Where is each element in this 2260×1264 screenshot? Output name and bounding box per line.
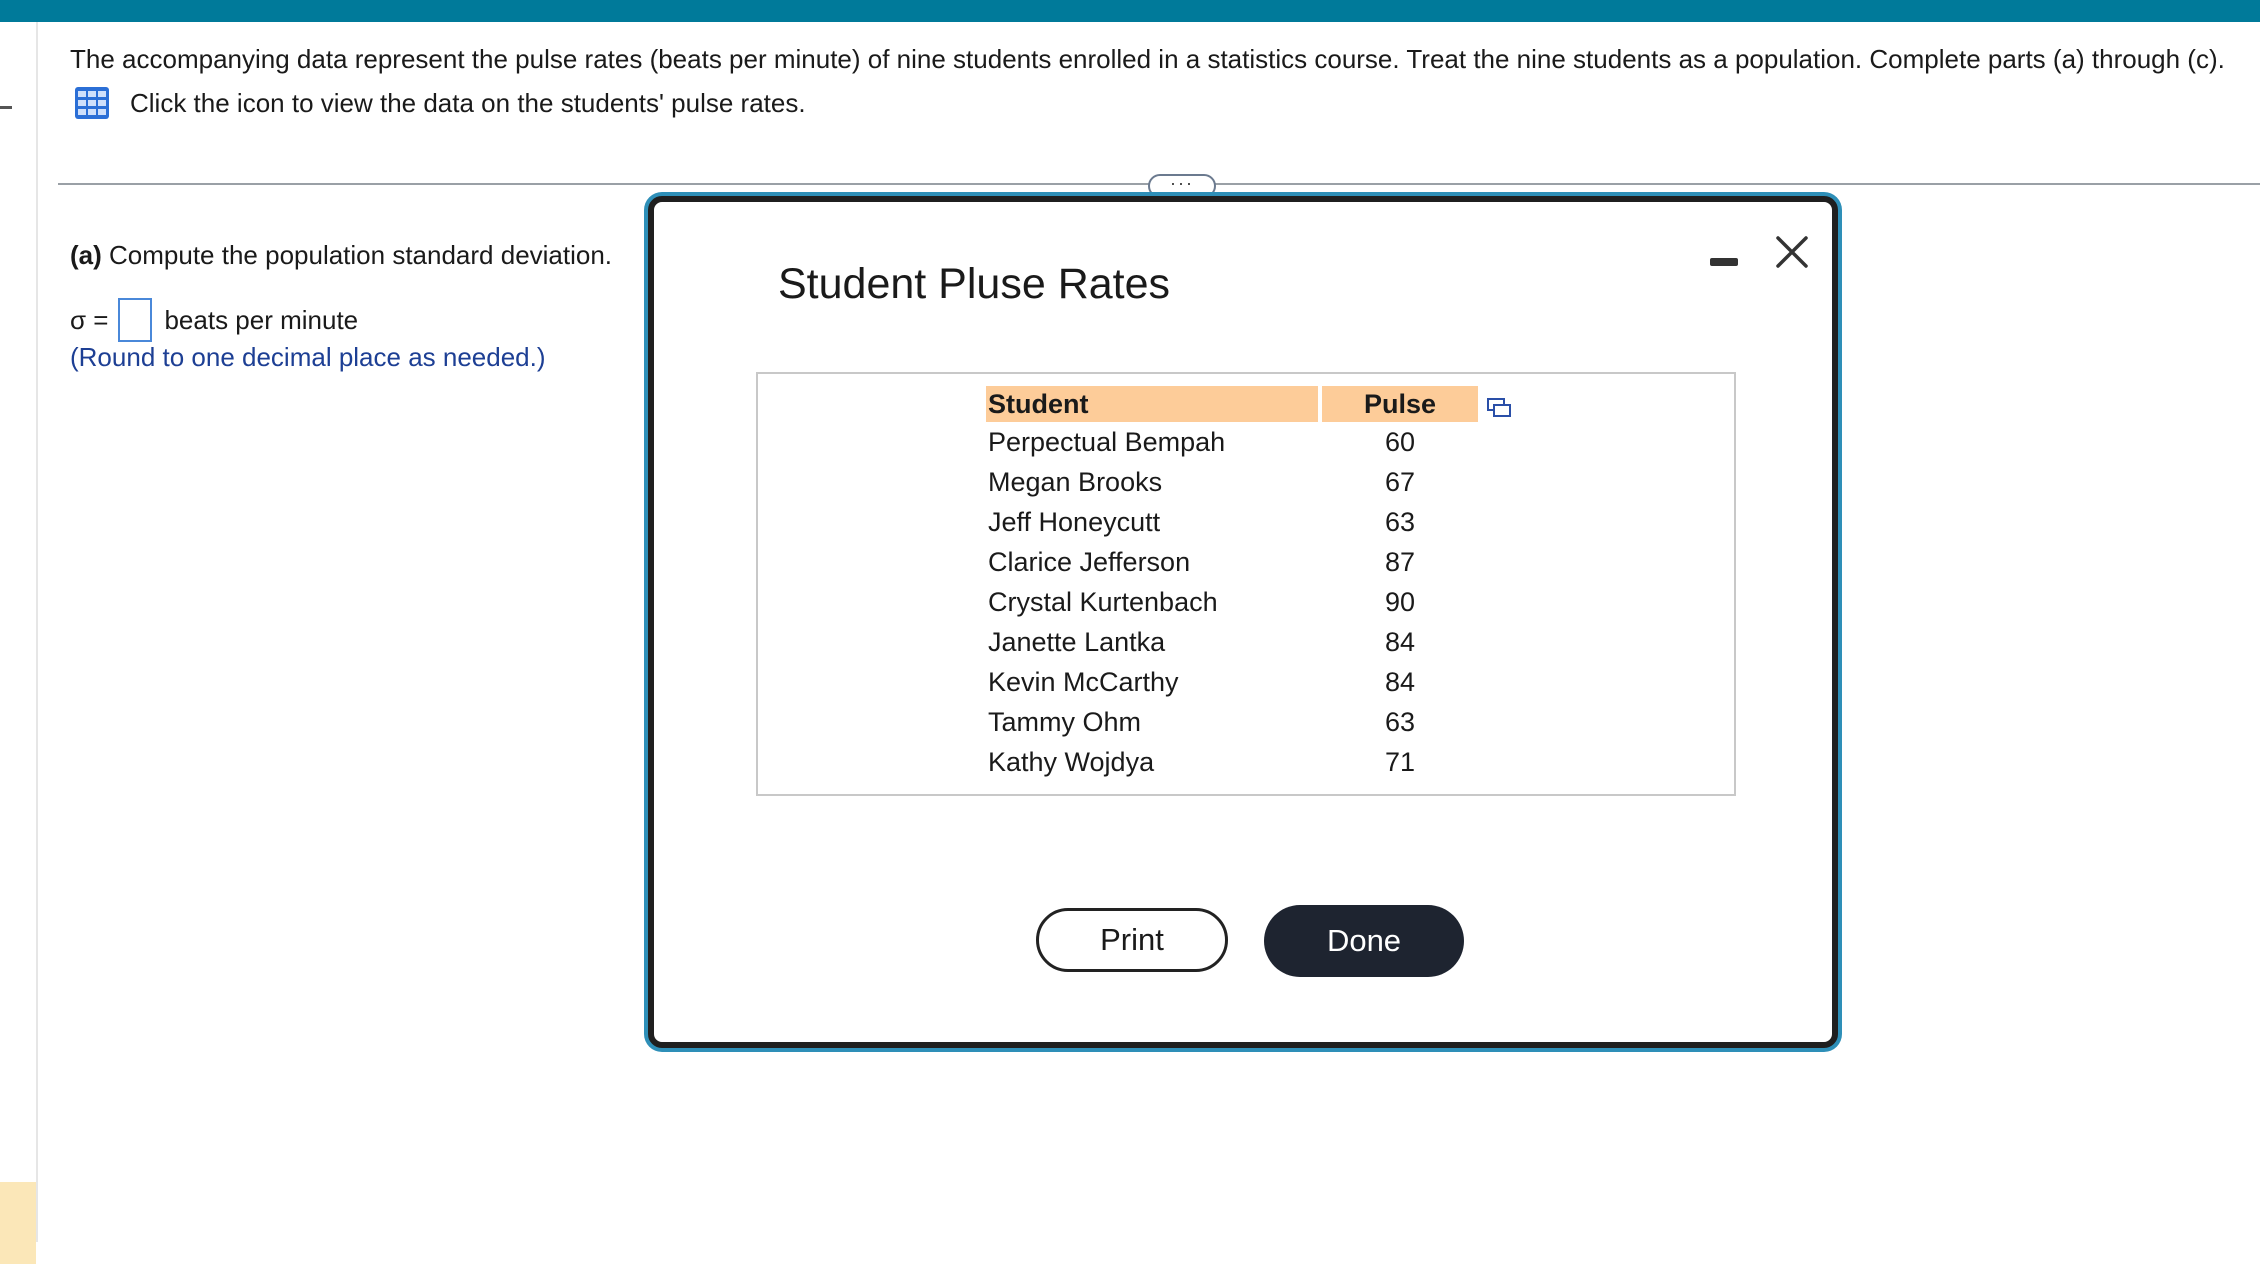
data-modal — [648, 196, 1838, 1048]
pulse-value: 60 — [1384, 426, 1416, 457]
pulse-value: 90 — [1384, 586, 1416, 617]
done-button[interactable]: Done — [1264, 905, 1464, 977]
table-row — [986, 462, 1478, 502]
rail-marker — [0, 106, 12, 109]
table-icon[interactable] — [74, 86, 110, 120]
table-row — [986, 742, 1478, 782]
pulse-value: 84 — [1384, 626, 1416, 657]
pulse-table — [986, 386, 1478, 782]
copy-icon[interactable] — [1486, 396, 1512, 420]
table-row — [986, 502, 1478, 542]
column-header-student: Student — [986, 386, 1318, 422]
student-name: Clarice Jefferson — [988, 546, 1191, 577]
pulse-value: 87 — [1384, 546, 1416, 577]
unit-label: beats per minute — [164, 304, 359, 335]
part-a-prompt — [70, 240, 612, 271]
pulse-value: 71 — [1384, 746, 1416, 777]
student-name: Kathy Wojdya — [988, 746, 1155, 777]
answer-input[interactable] — [118, 298, 152, 342]
table-row — [986, 702, 1478, 742]
close-icon[interactable] — [1772, 232, 1812, 272]
top-bar — [0, 0, 2260, 22]
print-button[interactable]: Print — [1036, 908, 1228, 972]
table-row — [986, 582, 1478, 622]
rounding-note: (Round to one decimal place as needed.) — [70, 342, 546, 372]
part-a-label: (a) — [70, 240, 102, 270]
view-data-link[interactable] — [74, 86, 806, 120]
table-row — [986, 622, 1478, 662]
sigma-label: σ = — [70, 304, 109, 335]
pulse-value: 63 — [1384, 506, 1416, 537]
minimize-icon[interactable] — [1710, 258, 1738, 266]
pulse-value: 63 — [1384, 706, 1416, 737]
student-name: Janette Lantka — [988, 626, 1166, 657]
answer-row — [70, 298, 358, 342]
table-row — [986, 542, 1478, 582]
more-button[interactable]: ··· — [1148, 174, 1216, 198]
column-header-pulse: Pulse — [1318, 386, 1478, 422]
table-header-row — [986, 386, 1478, 422]
rail-highlight — [0, 1182, 36, 1264]
question-text: The accompanying data represent the pulse rates (beats per minute) of nine students enrolled in a statistics course. Treat the nine students as a population. Complete parts (a) through (c). — [70, 44, 2225, 74]
table-row — [986, 662, 1478, 702]
pulse-value: 67 — [1384, 466, 1416, 497]
data-table-frame — [756, 372, 1736, 796]
student-name: Megan Brooks — [988, 466, 1163, 497]
left-rail — [0, 22, 38, 1242]
student-name: Jeff Honeycutt — [988, 506, 1161, 537]
student-name: Tammy Ohm — [988, 706, 1142, 737]
student-name: Crystal Kurtenbach — [988, 586, 1218, 617]
pulse-value: 84 — [1384, 666, 1416, 697]
student-name: Kevin McCarthy — [988, 666, 1179, 697]
part-a-text: Compute the population standard deviation. — [109, 240, 613, 270]
modal-title: Student Pluse Rates — [778, 260, 1171, 308]
student-name: Perpectual Bempah — [988, 426, 1226, 457]
view-data-link-label[interactable]: Click the icon to view the data on the students' pulse rates. — [130, 87, 806, 118]
table-row — [986, 422, 1478, 462]
